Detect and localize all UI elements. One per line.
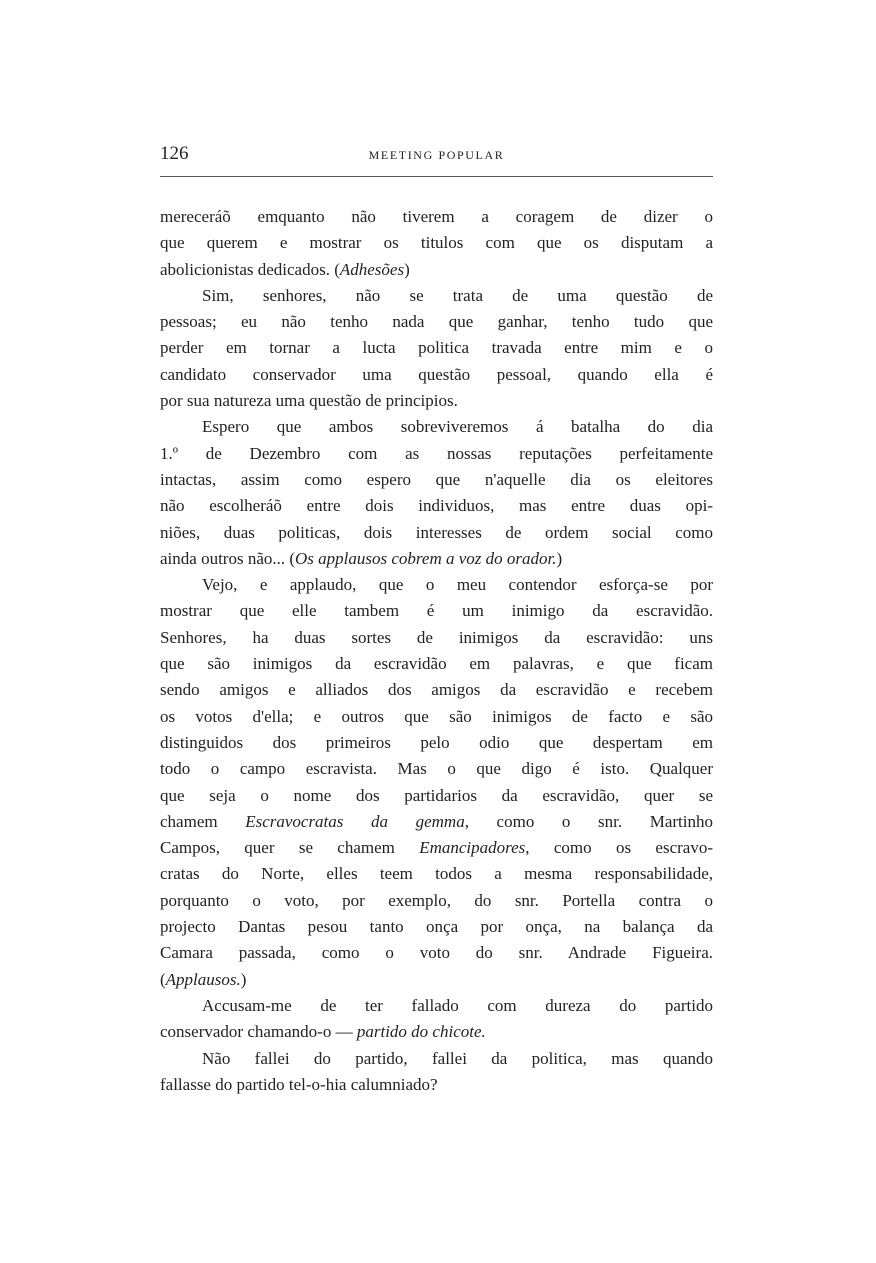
text-line <box>160 861 713 887</box>
text-run: niões, duas politicas, dois interesses de ordem social como <box>160 522 713 542</box>
text-line <box>160 204 713 230</box>
text-line <box>160 888 713 914</box>
text-line <box>160 704 713 730</box>
text-line <box>160 625 713 651</box>
text-run: Accusam-me de ter fallado com dureza do partido <box>202 995 713 1015</box>
text-line <box>160 1019 713 1045</box>
text-run: conservador chamando-o — <box>160 1022 357 1042</box>
text-line <box>160 546 713 572</box>
italic-text: Applausos. <box>165 969 241 989</box>
text-run: que são inimigos da escravidão em palavras, e que ficam <box>160 654 713 674</box>
text-line <box>160 967 713 993</box>
text-run: intactas, assim como espero que n'aquelle dia os eleitores <box>160 469 713 489</box>
paragraph <box>160 572 713 993</box>
text-run: que seja o nome dos partidarios da escravidão, quer se <box>160 785 713 805</box>
text-run: Sim, senhores, não se trata de uma questão de <box>202 285 713 305</box>
text-run: os votos d'ella; e outros que são inimigos de facto e são <box>160 706 713 726</box>
text-run: ) <box>404 259 410 279</box>
running-head: MEETING POPULAR <box>368 148 505 162</box>
text-line <box>160 677 713 703</box>
text-run: todo o campo escravista. Mas o que digo é isto. Qualquer <box>160 759 713 779</box>
text-run: Camara passada, como o voto do snr. Andrade Figueira. <box>160 943 713 963</box>
text-line <box>160 362 713 388</box>
page-header <box>160 142 713 177</box>
text-run: não escolheráõ entre dois individuos, mas entre duas opi- <box>160 496 713 516</box>
text-run: Vejo, e applaudo, que o meu contendor esforça-se por <box>202 575 713 595</box>
text-run: ) <box>556 548 563 568</box>
text-line <box>160 388 713 414</box>
text-run: candidato conservador uma questão pessoal, quando ella é <box>160 364 713 384</box>
text-line <box>160 467 713 493</box>
text-run: Campos, quer se chamem <box>160 838 420 858</box>
text-run: chamem <box>160 811 246 831</box>
text-line <box>160 756 713 782</box>
italic-text: Escravocratas da gemma <box>245 811 465 831</box>
text-run: porquanto o voto, por exemplo, do snr. Portella contra o <box>160 890 713 910</box>
paragraph <box>160 993 713 1046</box>
italic-text: Os applausos cobrem a voz do orador. <box>295 548 557 568</box>
text-line <box>160 914 713 940</box>
text-run: por sua natureza uma questão de principios. <box>160 391 458 411</box>
italic-text: Emancipadores <box>419 838 526 858</box>
text-run: , como o snr. Martinho <box>464 811 713 831</box>
italic-text: partido do chicote. <box>356 1022 486 1042</box>
text-run: cratas do Norte, elles teem todos a mesma responsabilidade, <box>160 864 713 884</box>
text-run: que querem e mostrar os titulos com que os disputam a <box>160 233 713 253</box>
paragraph <box>160 414 713 572</box>
text-line <box>160 783 713 809</box>
text-run: ( <box>160 969 166 989</box>
text-line <box>160 1046 713 1072</box>
text-line <box>160 835 713 861</box>
text-run: mostrar que elle tambem é um inimigo da escravidão. <box>160 601 713 621</box>
text-line <box>160 414 713 440</box>
text-run: mereceráõ emquanto não tiverem a coragem de dizer o <box>160 207 713 226</box>
text-line <box>160 651 713 677</box>
text-run: 1.º de Dezembro com as nossas reputações perfeitamente <box>160 443 713 463</box>
text-line <box>160 230 713 256</box>
text-line <box>160 257 713 283</box>
text-run: Não fallei do partido, fallei da politica, mas quando <box>202 1048 713 1068</box>
text-line <box>160 940 713 966</box>
text-line <box>160 572 713 598</box>
text-run: abolicionistas dedicados. ( <box>160 259 340 279</box>
text-run: Senhores, ha duas sortes de inimigos da escravidão: uns <box>160 627 713 647</box>
text-run: pessoas; eu não tenho nada que ganhar, tenho tudo que <box>160 312 713 332</box>
paragraph <box>160 204 713 283</box>
text-line <box>160 1072 713 1098</box>
text-run: ainda outros não... ( <box>160 548 296 568</box>
text-line <box>160 520 713 546</box>
body-text <box>160 204 713 1098</box>
text-line <box>160 598 713 624</box>
text-line <box>160 335 713 361</box>
text-run: projecto Dantas pesou tanto onça por onça, na balança da <box>160 917 713 937</box>
text-run: perder em tornar a lucta politica travada entre mim e o <box>160 338 713 358</box>
text-line <box>160 809 713 835</box>
text-line <box>160 993 713 1019</box>
text-run: ) <box>240 969 247 989</box>
paragraph <box>160 1046 713 1099</box>
text-run: Espero que ambos sobreviveremos á batalha do dia <box>202 417 713 437</box>
text-line <box>160 730 713 756</box>
text-run: distinguidos dos primeiros pelo odio que despertam em <box>160 732 713 752</box>
paragraph <box>160 283 713 414</box>
page-number: 126 <box>160 143 189 164</box>
text-line <box>160 283 713 309</box>
text-line <box>160 441 713 467</box>
text-line <box>160 309 713 335</box>
text-run: fallasse do partido tel-o-hia calumniado? <box>160 1074 438 1094</box>
text-run: sendo amigos e alliados dos amigos da escravidão e recebem <box>160 680 713 700</box>
text-line <box>160 493 713 519</box>
italic-text: Adhesões <box>339 259 405 279</box>
text-run: , como os escravo- <box>525 838 713 858</box>
